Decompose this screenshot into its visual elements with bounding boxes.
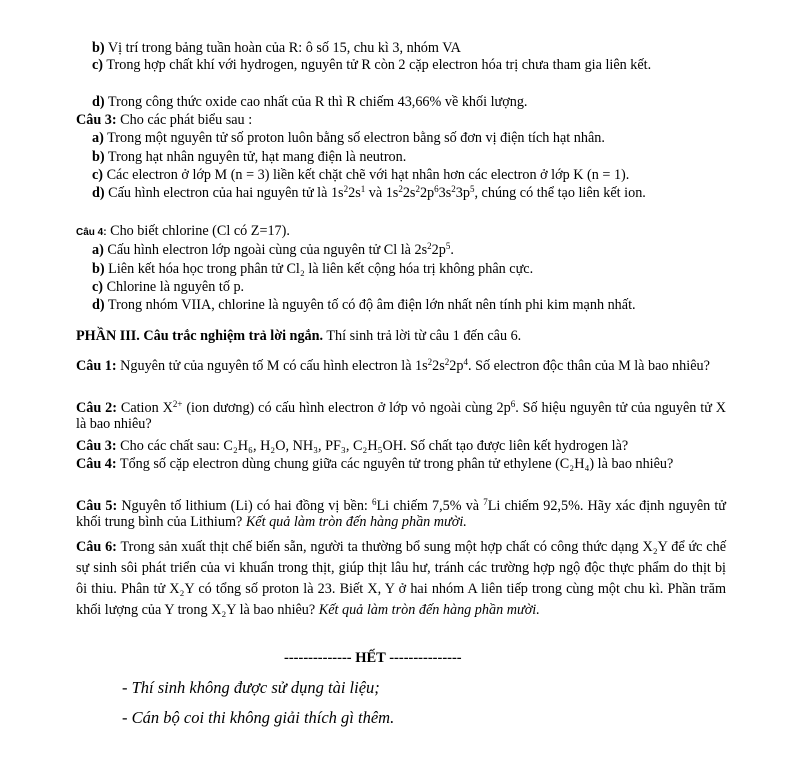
p2-q2-d: d) Trong công thức oxide cao nhất của R thì R chiếm 43,66% về khối lượng. xyxy=(92,94,528,110)
p3-q4: Câu 4: Tổng số cặp electron dùng chung giữa các nguyên tử trong phân tử ethylene (C₂H₄) là bao nhiêu? xyxy=(76,456,674,472)
p2-q3-c: c) Các electron ở lớp M (n = 3) liền kết chặt chẽ với hạt nhân hơn các electron ở lớp K (n = 1). xyxy=(92,167,630,183)
footer-note-1: - Thí sinh không được sử dụng tài liệu; xyxy=(122,678,380,697)
p2-q4-b: b) Liên kết hóa học trong phân tử Cl₂ là liên kết cộng hóa trị không phân cực. xyxy=(92,261,534,277)
p2-q2-c: c) Trong hợp chất khí với hydrogen, nguyên tử R còn 2 cặp electron hóa trị chưa tham gia liên kết. xyxy=(92,57,652,73)
p2-q3-title: Câu 3: Cho các phát biểu sau : xyxy=(76,112,253,128)
p3-q3: Câu 3: Cho các chất sau: C₂H₆, H₂O, NH₃, PF₃, C₂H₅OH. Số chất tạo được liên kết hydrogen là? xyxy=(76,438,629,454)
p3-q2: Câu 2: Cation $X^{2+}$ (ion dương) có cấu hình electron ở lớp vỏ ngoài cùng $2p^6$. Số hiệu nguyên tử của nguyên tử X là bao nhiêu? xyxy=(76,399,727,432)
p2-q4-c: c) Chlorine là nguyên tố p. xyxy=(92,279,245,295)
p2-q3-a: a) Trong một nguyên tử số proton luôn bằng số electron bằng số đơn vị điện tích hạt nhân. xyxy=(92,130,605,146)
end-mark: -------------- HẾT --------------- xyxy=(284,650,462,666)
p2-q3-d: d) Cấu hình electron của hai nguyên tử là $1s^22s^1$ và $1s^22s^22p^63s^23p^5$, chúng có thể tạo liên kết ion. xyxy=(92,184,646,201)
p3-q1: Câu 1: Nguyên tử của nguyên tố M có cấu hình electron là $1s^22s^22p^4$. Số electron độc thân của M là bao nhiêu? xyxy=(76,357,710,374)
p2-q2-b: b) Vị trí trong bảng tuần hoàn của R: ô số 15, chu kì 3, nhóm VA xyxy=(92,40,461,56)
p3-q5: Câu 5: Nguyên tố lithium (Li) có hai đồng vị bền: $^6$Li chiếm 7,5% và $^7$Li chiếm 92,5%. Hãy xác định nguyên tử khối trung bình của Lithium? Kết quả làm tròn đến hàng phần mười. xyxy=(76,497,726,530)
part3-heading: PHẦN III. Câu trắc nghiệm trả lời ngắn. Thí sinh trả lời từ câu 1 đến câu 6. xyxy=(76,328,522,344)
p3-q6: Câu 6: Trong sản xuất thịt chế biến sẵn, người ta thường bổ sung một hợp chất có công thức dạng X₂Y để ức chế sự sinh sôi phát triển của vi khuẩn trong thịt, giúp thịt lâu hư, tránh các trường hợp ngộ độc thực phẩm do thịt bị ôi thiu. Phân tử X₂Y có tổng số proton là 23. Biết X, Y ở hai nhóm A liên tiếp trong cùng một chu kì. Phần trăm khối lượng của Y trong X₂Y là bao nhiêu? Kết quả làm tròn đến hàng phần mười. xyxy=(76,539,726,618)
footer-note-2: - Cán bộ coi thi không giải thích gì thêm. xyxy=(122,708,395,727)
p2-q4-d: d) Trong nhóm VIIA, chlorine là nguyên tố có độ âm điện lớn nhất nên tính phi kim mạnh nhất. xyxy=(92,297,636,313)
p2-q4-a: a) Cấu hình electron lớp ngoài cùng của nguyên tử Cl là $2s^22p^5$. xyxy=(92,241,454,258)
p2-q3-b: b) Trong hạt nhân nguyên tử, hạt mang điện là neutron. xyxy=(92,149,407,165)
p2-q4-title: Câu 4: Cho biết chlorine (Cl có Z=17). xyxy=(76,223,290,239)
